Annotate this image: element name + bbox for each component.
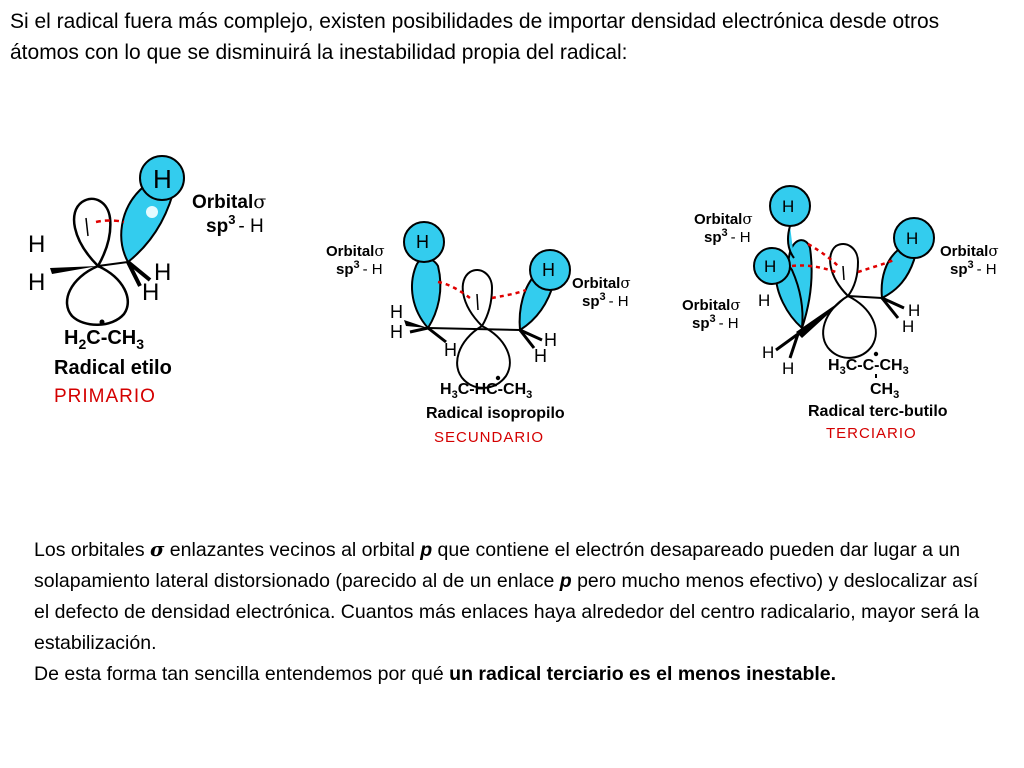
electron-arrow	[843, 266, 844, 280]
bond-left-h2	[410, 328, 428, 332]
isopropyl-radical-diagram	[320, 200, 680, 460]
c-c-c-bond	[428, 328, 520, 330]
h-label-top: H	[153, 164, 172, 194]
h-label-left-bottom-2: H	[782, 359, 795, 378]
radical-dot	[496, 376, 500, 380]
sp3-label-left: $sp^3$ - H	[336, 259, 383, 278]
h-label-left-mid: H	[758, 291, 771, 310]
orbital-label-top: Orbitalσ	[694, 210, 753, 228]
h-label-left-top: H	[764, 257, 777, 276]
class-primario: PRIMARIO	[54, 386, 156, 407]
figure-isopropyl-radical	[320, 200, 680, 460]
radical-dot	[874, 352, 878, 356]
h-label-top-right: H	[542, 260, 555, 280]
hyperconjugation-dash-left	[438, 282, 470, 298]
h-label-right-1: H	[154, 259, 172, 286]
sp3-orbital-lobe-left	[412, 259, 440, 329]
orbital-label-right: Orbitalσ	[940, 242, 999, 260]
p-symbol: p	[420, 539, 433, 561]
h-label-left-1: H	[28, 231, 46, 258]
intro-paragraph: Si el radical fuera más complejo, existen posibilidades de importar densidad electrónica desde otros átomos con lo que se disminuirá la inestabilidad propia del radical:	[10, 10, 940, 64]
name-ethyl: Radical etilo	[54, 357, 172, 379]
radical-dot	[100, 320, 105, 325]
h-label-right-1: H	[908, 301, 921, 320]
h-label-left-1: H	[390, 302, 403, 322]
orbital-label-left: Orbitalσ	[326, 242, 385, 260]
orbital-label-left: Orbitalσ	[682, 296, 741, 314]
h-label-right-1: H	[544, 330, 557, 350]
explanation-paragraph-1: Los orbitales σ enlazantes vecinos al orbital p que contiene el electrón desapareado pueden dar lugar a un solapamiento lateral distorsionado (parecido al de un enlace p pero mucho menos efectivo) y deslocalizar así el defecto de densidad electrónica. Cuantos más enlaces haya alrededor del centro radicalario, mayor será la estabilización.	[34, 538, 980, 654]
h-label-top: H	[782, 197, 795, 216]
sp3-label-top: $sp^3$ - H	[704, 227, 751, 246]
h-label-right-2: H	[142, 279, 160, 306]
hyperconjugation-dash-right	[492, 290, 526, 298]
explanation-text	[34, 534, 984, 690]
sp3-label-right: $sp^3$ - H	[582, 291, 629, 310]
p-orbital-lower-lobe	[823, 296, 876, 358]
electron-arrow	[477, 294, 478, 310]
p-orbital-upper-lobe	[74, 199, 110, 266]
h-label-right-2: H	[534, 346, 547, 366]
h-label-top-right: H	[906, 229, 919, 248]
h-label-left-2: H	[390, 322, 403, 342]
orbital-label: Orbitalσ	[192, 191, 267, 213]
ethyl-radical-diagram	[20, 140, 320, 420]
figure-tertbutyl-radical	[676, 180, 1016, 450]
electron-arrow	[86, 218, 88, 236]
formula-isopropyl: $H_3C-HC-CH_3$	[440, 381, 533, 401]
h-label-left-2: H	[28, 269, 46, 296]
tertbutyl-radical-diagram	[676, 180, 1016, 450]
h-label-right-2: H	[902, 317, 915, 336]
p-orbital-upper-lobe	[830, 244, 858, 296]
h-label-left-3: H	[444, 340, 457, 360]
conclusion-bold: un radical terciario es el menos inestable.	[449, 663, 837, 685]
p-orbital-lower-lobe	[457, 326, 510, 388]
p-orbital-lower-lobe	[67, 266, 128, 325]
name-isopropyl: Radical isopropilo	[426, 405, 565, 422]
orbital-highlight	[146, 206, 158, 218]
formula-tertbutyl: $H_3C-C-CH_3$	[828, 357, 909, 377]
class-terciario: TERCIARIO	[826, 425, 917, 442]
formula-tertbutyl-line2: $CH_3$	[870, 381, 900, 401]
figure-ethyl-radical	[20, 140, 320, 420]
c-c-bond	[98, 262, 128, 266]
sp3-label-right: $sp^3$ - H	[950, 259, 997, 278]
name-tertbutyl: Radical terc-butilo	[808, 403, 948, 420]
h-label-left-bottom-1: H	[762, 343, 775, 362]
h-label-top-left: H	[416, 232, 429, 252]
formula-ethyl: $H_2C-CH_3$	[64, 327, 145, 352]
sp3-label-left: $sp^3$ - H	[692, 313, 739, 332]
sp3-label: $sp^3$ - H	[206, 212, 264, 237]
class-secundario: SECUNDARIO	[434, 429, 545, 446]
p-symbol-2: p	[559, 570, 572, 592]
sigma-symbol: σ	[149, 538, 165, 561]
orbital-label-right: Orbitalσ	[572, 274, 631, 292]
explanation-paragraph-2: De esta forma tan sencilla entendemos por qué un radical terciario es el menos inestable.	[34, 663, 837, 685]
